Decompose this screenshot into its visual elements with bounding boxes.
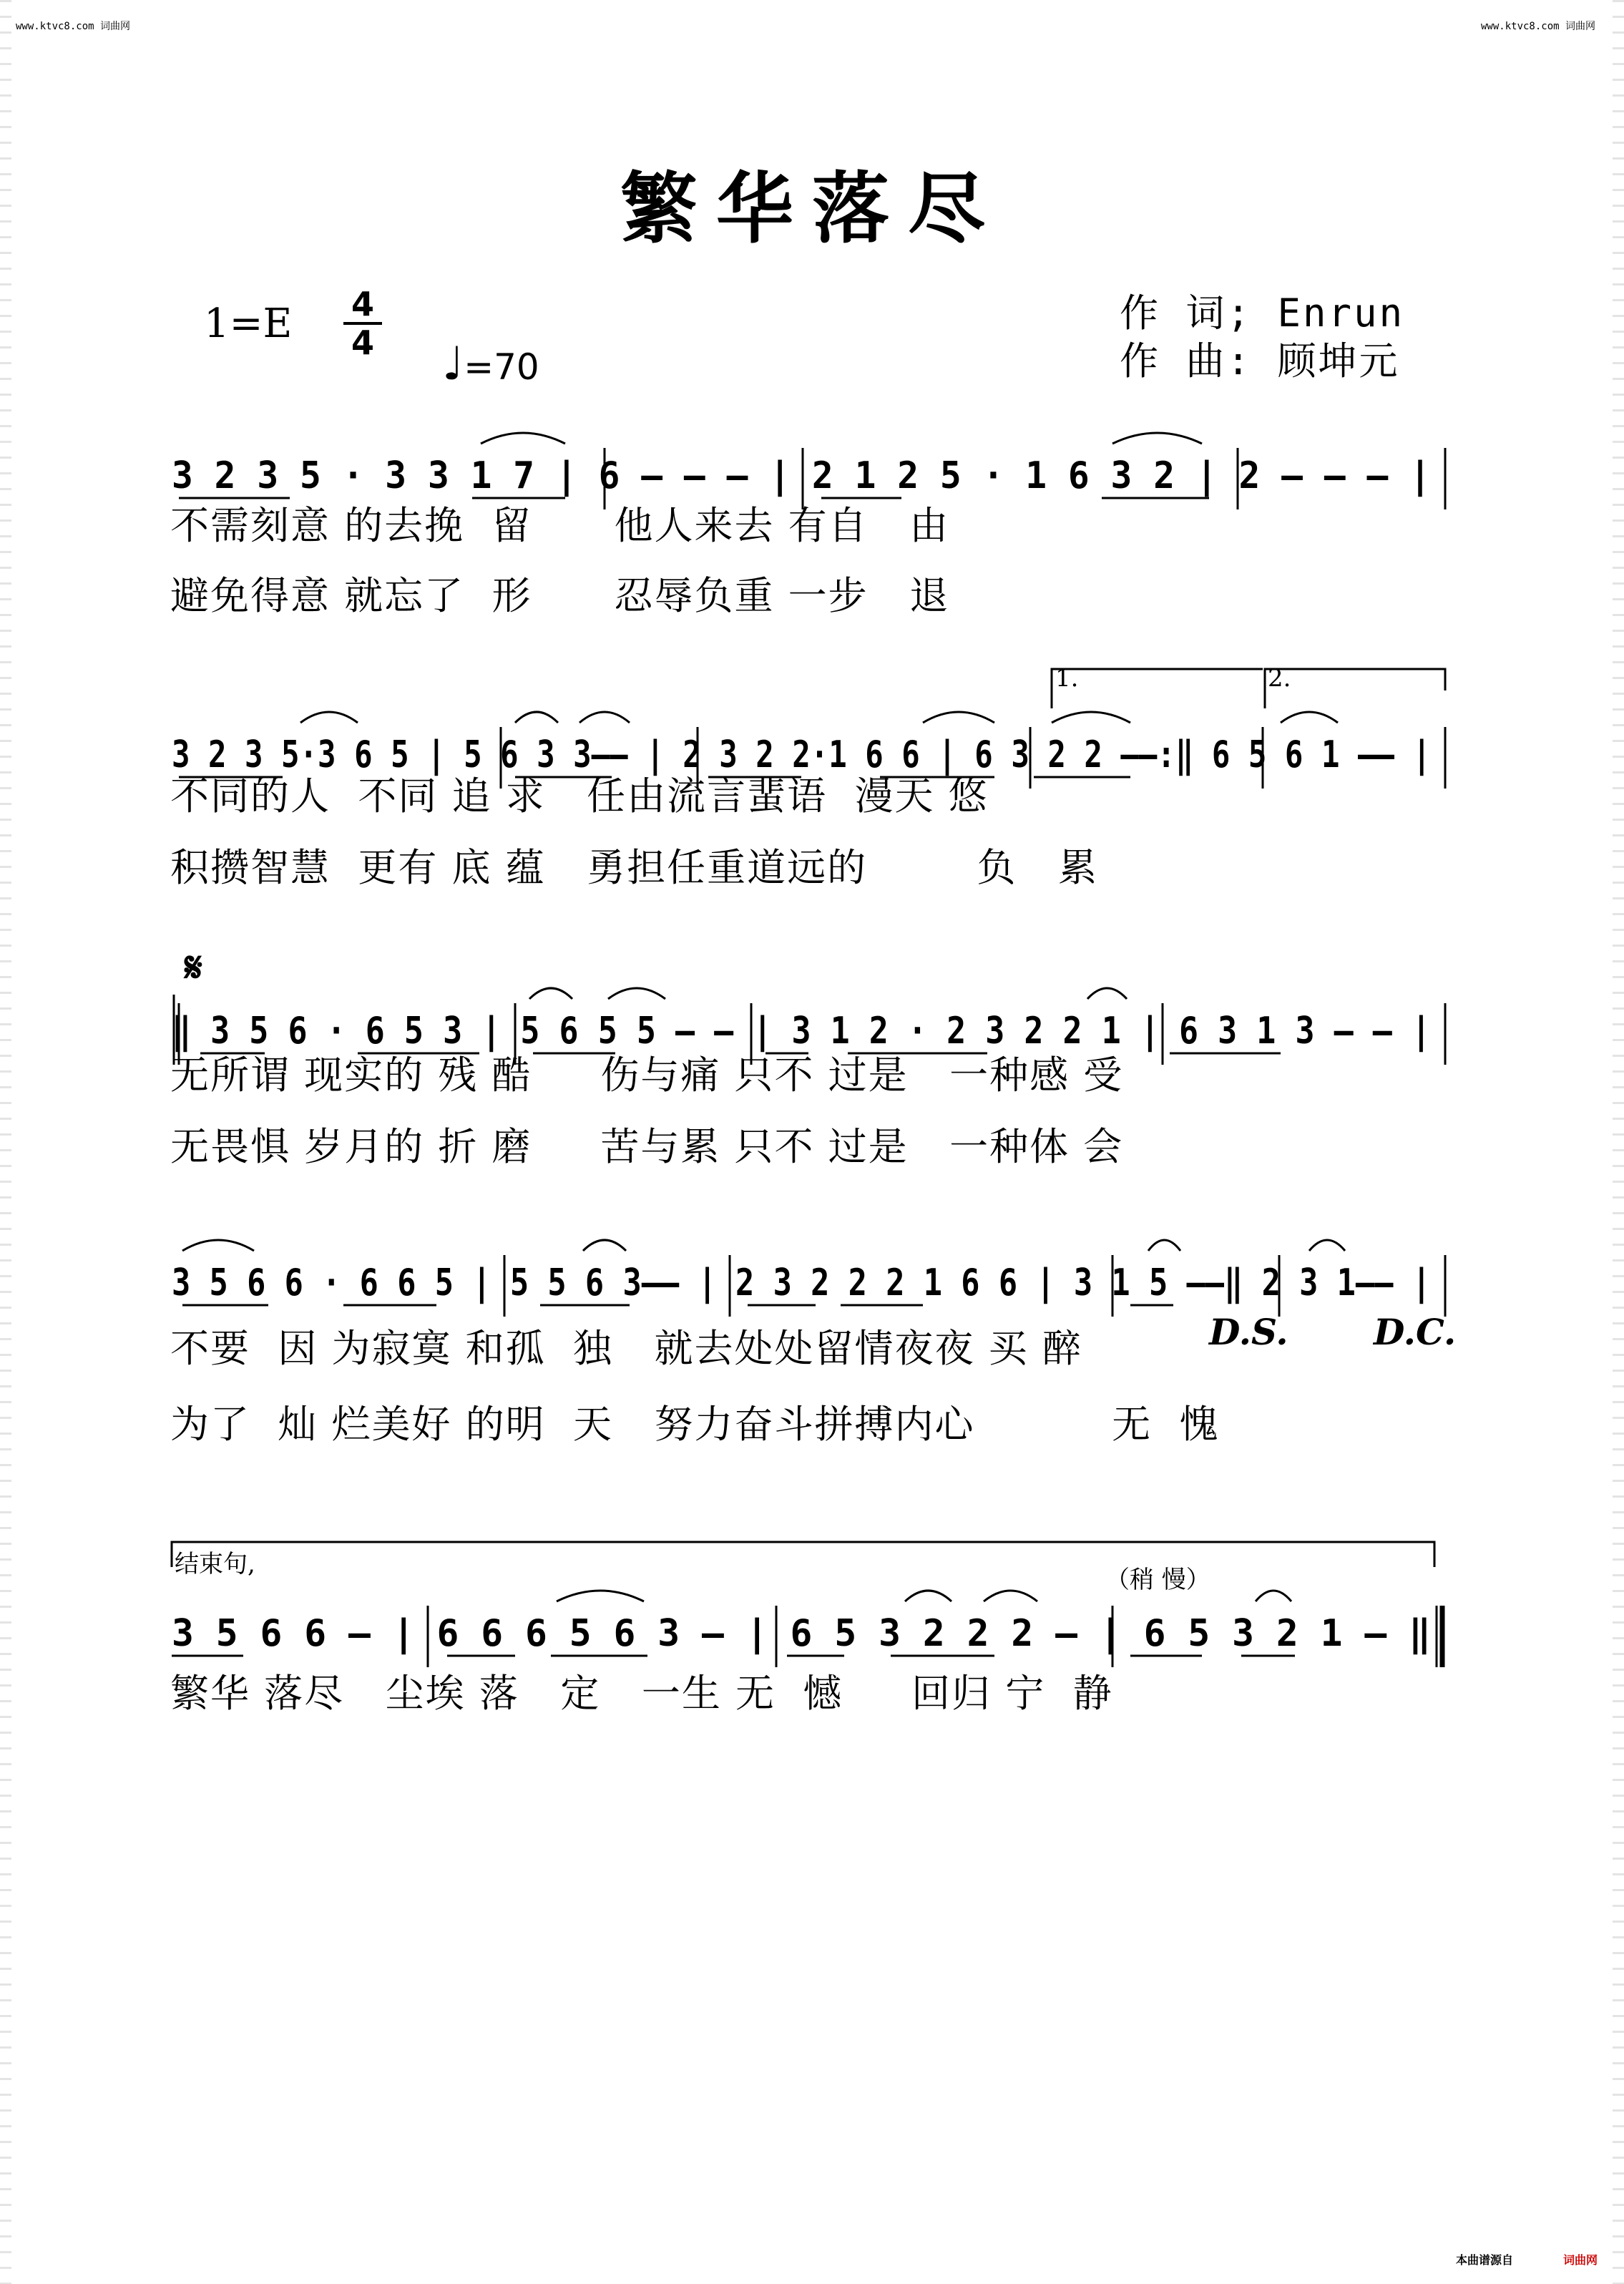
lyric-line-4-1: 不要 因 为寂寞 和孤 独 就去处处留情夜夜 买 醉 xyxy=(170,1326,1082,1371)
slur-8 xyxy=(1281,712,1338,723)
slur-10 xyxy=(608,988,665,999)
volta-1-label: 1. xyxy=(1055,664,1079,693)
slur-18 xyxy=(984,1591,1037,1601)
slur-4 xyxy=(515,712,558,723)
notes-row-4: 3 5 6 6 · 6 6 5 | 5 5 6 3–– | 2 3 2 2 2 1 6 6 | 3 1 5 ––‖ 2 3 1–– | xyxy=(172,1261,1431,1304)
slur-16 xyxy=(557,1591,644,1601)
volta-1-bracket xyxy=(1052,669,1263,708)
segno-icon: 𝄋 xyxy=(185,943,202,992)
slur-3 xyxy=(300,712,358,723)
notes-row-3: ‖ 3 5 6 · 6 5 3 | 5 6 5 5 – – | 3 1 2 · 2 3 2 2 1 | 6 3 1 3 – – | xyxy=(172,1010,1431,1053)
quarter-note-icon: ♩ xyxy=(442,338,464,391)
slur-6 xyxy=(923,712,994,723)
slower-marking: （稍 慢） xyxy=(1105,1566,1210,1594)
lyric-line-2-1: 不同的人 不同 追 求 任由流言蜚语 漫天 悠 xyxy=(170,773,989,819)
slur-13 xyxy=(583,1240,626,1251)
lyricist-credit: 作 词; Enrun xyxy=(1120,291,1405,336)
lyric-line-2-2: 积攒智慧 更有 底 蕴 勇担任重道远的 负 累 xyxy=(170,845,1098,890)
slur-2 xyxy=(1112,433,1202,444)
slur-9 xyxy=(529,988,572,999)
slur-5 xyxy=(579,712,630,723)
time-denominator: 4 xyxy=(351,323,374,362)
time-numerator: 4 xyxy=(343,286,382,325)
site-label-left: www.ktvc8.com 词曲网 xyxy=(16,21,131,32)
slur-15 xyxy=(1309,1240,1345,1251)
slur-1 xyxy=(481,433,565,444)
source-note: 本曲谱源自 xyxy=(1456,2253,1514,2267)
lyric-line-5-1: 繁华 落尽 尘埃 落 定 一生 无 憾 回归 宁 静 xyxy=(170,1671,1113,1716)
lyric-line-1-1: 不需刻意 的去挽 留 他人来去 有自 由 xyxy=(170,503,950,548)
notes-row-1: 3 2 3 5 · 3 3 1 7 | 6 – – – | 2 1 2 5 · 1 6 3 2 | 2 – – – | xyxy=(172,454,1431,497)
lyric-line-4-2: 为了 灿 烂美好 的明 天 努力奋斗拼搏内心 无 愧 xyxy=(170,1402,1220,1447)
volta-2-label: 2. xyxy=(1268,664,1291,693)
ending-bracket xyxy=(172,1542,1434,1567)
site-label-right: www.ktvc8.com 词曲网 xyxy=(1481,21,1596,32)
notes-row-2: 3 2 3 5·3 6 5 | 5 6 3 3–– | 2 3 2 2·1 6 6 | 6 3 2 2 ––:‖ 6 5 6 1 –– | xyxy=(172,733,1431,776)
composer-credit: 作 曲: 顾坤元 xyxy=(1120,338,1400,384)
slur-11 xyxy=(1087,988,1127,999)
brand-note: 词曲网 xyxy=(1563,2253,1598,2267)
notes-row-5: 3 5 6 6 – | 6 6 6 5 6 3 – | 6 5 3 2 2 2 – | 6 5 3 2 1 – ‖ xyxy=(172,1612,1431,1655)
slur-7 xyxy=(1052,712,1130,723)
slur-14 xyxy=(1148,1240,1180,1251)
lyric-line-1-2: 避免得意 就忘了 形 忍辱负重 一步 退 xyxy=(170,573,950,618)
slur-12 xyxy=(182,1240,254,1251)
tempo-value: =70 xyxy=(464,346,539,388)
ending-label: 结束句, xyxy=(175,1550,255,1578)
song-title: 繁华落尽 xyxy=(620,164,1004,254)
slur-19 xyxy=(1256,1591,1291,1601)
dc-marking: D.C. xyxy=(1374,1311,1457,1353)
lyric-line-3-1: 无所谓 现实的 残 酷 伤与痛 只不 过是 一种感 受 xyxy=(170,1053,1124,1098)
ds-marking: D.S. xyxy=(1209,1311,1288,1353)
lyric-line-3-2: 无畏惧 岁月的 折 磨 苦与累 只不 过是 一种体 会 xyxy=(170,1124,1124,1169)
key-signature: 1=E xyxy=(204,301,293,347)
slur-17 xyxy=(905,1591,952,1601)
volta-2-bracket xyxy=(1265,669,1445,708)
